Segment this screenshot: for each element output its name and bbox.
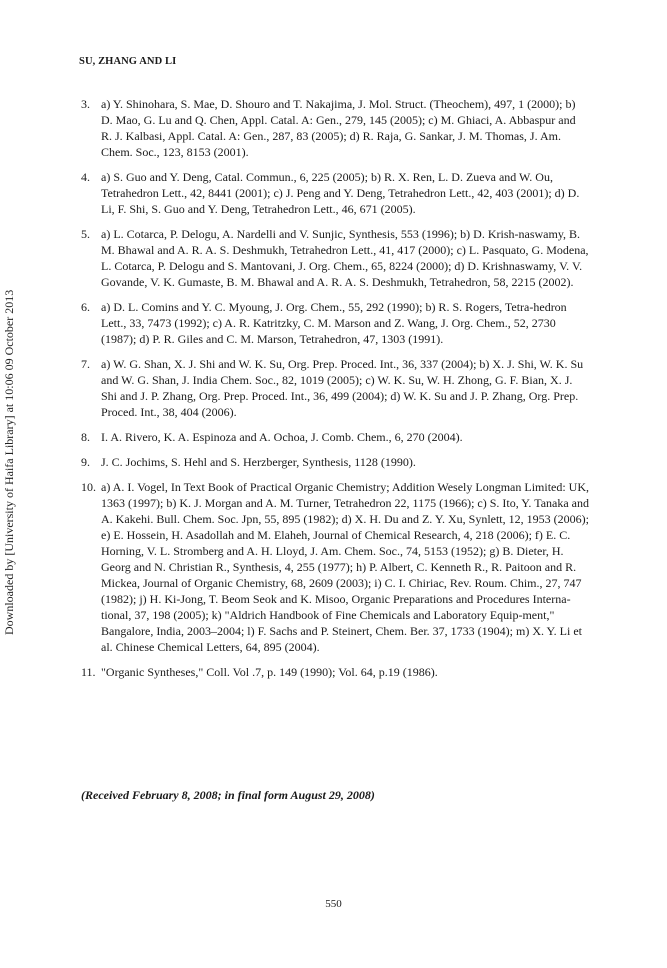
reference-text: a) L. Cotarca, P. Delogu, A. Nardelli and V. Sunjic, Synthesis, 553 (1996); b) D. Krish-naswamy, B. M. Bhawal and A. R. A. S. Deshmukh, Tetrahedron Lett., 41, 417 (2000); c) L. Pasquato, G. Modena, L. Cotarca, P. Delogu and S. Mantovani, J. Org. Chem., 65, 8224 (2000); d) D. Krishnaswamy, V. V. Govande, V. K. Gumaste, B. M. Bhawal and A. R. A. S. Deshmukh, Tetrahedron, 58, 2215 (2002). [101,227,589,289]
reference-item [81,226,589,290]
reference-item [81,479,589,655]
reference-item [81,169,589,217]
reference-number: 3. [81,97,90,111]
reference-item [81,299,589,347]
reference-text: a) D. L. Comins and Y. C. Myoung, J. Org. Chem., 55, 292 (1990); b) R. S. Rogers, Tetra-hedron Lett., 33, 7473 (1992); c) A. R. Katritzky, C. M. Marson and Z. Wang, J. Org. Chem., 52, 2730 (1987); d) P. R. Giles and C. M. Marson, Tetrahedron, 47, 1303 (1991). [101,300,567,346]
reference-number: 10. [81,480,96,494]
reference-text: a) A. I. Vogel, In Text Book of Practical Organic Chemistry; Addition Wesely Longman Limited: UK, 1363 (1997); b) K. J. Morgan and A. M. Turner, Tetrahedron 22, 1175 (1966); c) S. Ito, Y. Tanaka and A. Kakehi. Bull. Chem. Soc. Jpn, 55, 895 (1982); d) X. H. Du and Z. Y. Xu, Synlett, 12, 1953 (2006); e) E. Hossein, H. Asadollah and M. Elaheh, Journal of Chemical Research, 4, 218 (2006); f) E. C. Horning, V. L. Stromberg and A. H. Lloyd, J. Am. Chem. Soc., 74, 5153 (1952); g) B. Dieter, H. Georg and N. Christian R., Synthesis, 4, 255 (1977); h) P. Albert, C. Kenneth R., R. Paitoon and R. Mickea, Journal of Organic Chemistry, 68, 2609 (2003); i) C. I. Chiriac, Rev. Roum. Chim., 27, 747 (1982); j) H. Ki-Jong, T. Beom Seok and K. Misoo, Organic Preparations and Procedures Interna-tional, 37, 198 (2005); k) "Aldrich Handbook of Fine Chemicals and Laboratory Equip-ment," Bangalore, India, 2003–2004; l) F. Sachs and P. Steinert, Chem. Ber. 37, 1733 (1904); m) X. Y. Li et al. Chinese Chemical Letters, 64, 895 (2004). [101,480,590,654]
reference-number: 6. [81,300,90,314]
reference-number: 11. [81,665,96,679]
reference-text: a) W. G. Shan, X. J. Shi and W. K. Su, Org. Prep. Proced. Int., 36, 337 (2004); b) X. J. Shi, W. K. Su and W. G. Shan, J. India Chem. Soc., 82, 1019 (2005); c) W. K. Su, W. H. Zhong, G. F. Bian, X. J. Shi and J. P. Zhang, Org. Prep. Proced. Int., 36, 499 (2004); d) W. K. Su and J. P. Zhang, Org. Prep. Proced. Int., 38, 404 (2006). [101,357,584,419]
reference-text: J. C. Jochims, S. Hehl and S. Herzberger, Synthesis, 1128 (1990). [101,455,416,469]
reference-item [81,96,589,160]
reference-item [81,664,589,680]
reference-item [81,356,589,420]
reference-text: "Organic Syntheses," Coll. Vol .7, p. 149 (1990); Vol. 64, p.19 (1986). [101,665,438,679]
reference-number: 8. [81,430,90,444]
received-date-note: (Received February 8, 2008; in final form August 29, 2008) [81,788,375,802]
reference-number: 4. [81,170,90,184]
reference-number: 5. [81,227,90,241]
reference-number: 7. [81,357,90,371]
reference-text: a) S. Guo and Y. Deng, Catal. Commun., 6, 225 (2005); b) R. X. Ren, L. D. Zueva and W. Ou, Tetrahedron Lett., 42, 8441 (2001); c) J. Peng and Y. Deng, Tetrahedron Lett., 42, 403 (2001); d) D. Li, F. Shi, S. Guo and Y. Deng, Tetrahedron Lett., 46, 671 (2005). [101,170,580,216]
reference-item [81,454,589,470]
reference-list [81,96,589,689]
reference-text: a) Y. Shinohara, S. Mae, D. Shouro and T. Nakajima, J. Mol. Struct. (Theochem), 497, 1 (2000); b) D. Mao, G. Lu and Q. Chen, Appl. Catal. A: Gen., 279, 145 (2005); c) M. Ghiaci, A. Abbaspur and R. J. Kalbasi, Appl. Catal. A: Gen., 287, 83 (2005); d) R. Raja, G. Sankar, J. M. Thomas, J. Am. Chem. Soc., 123, 8153 (2001). [101,97,576,159]
reference-text: I. A. Rivero, K. A. Espinoza and A. Ochoa, J. Comb. Chem., 6, 270 (2004). [101,430,463,444]
reference-item [81,429,589,445]
download-watermark: Downloaded by [University of Haifa Library] at 10:06 09 October 2013 [2,289,16,635]
page-number: 550 [325,898,342,910]
reference-number: 9. [81,455,90,469]
running-head: SU, ZHANG AND LI [79,56,177,67]
